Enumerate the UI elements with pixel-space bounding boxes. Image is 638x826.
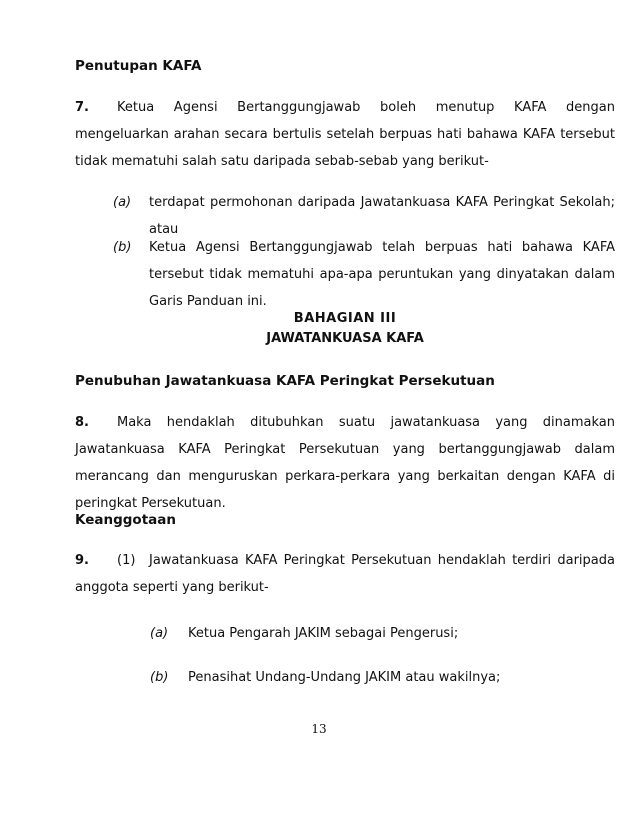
part-subtitle: JAWATANKUASA KAFA xyxy=(266,331,424,346)
page-number: 13 xyxy=(311,722,327,736)
paragraph-text: Maka hendaklah ditubuhkan suatu jawatankuasa yang dinamakan Jawatankuasa KAFA Peringkat Persekutuan yang bertanggungjawab dalam merancang dan menguruskan perkara-perkara yang berkaitan dengan KAFA di peringkat Persekutuan. xyxy=(75,415,615,511)
item-label: (a) xyxy=(113,195,132,210)
list-item-b xyxy=(113,234,615,315)
section-heading-closing: Penutupan KAFA xyxy=(75,58,202,74)
section-heading-membership: Keanggotaan xyxy=(75,512,176,528)
paragraph-8 xyxy=(75,409,615,517)
subsection-number: (1) xyxy=(117,553,136,568)
paragraph-7 xyxy=(75,94,615,175)
paragraph-text: Ketua Agensi Bertanggungjawab boleh menutup KAFA dengan mengeluarkan arahan secara bertulis setelah berpuas hati bahawa KAFA tersebut tidak mematuhi salah satu daripada sebab-sebab yang berikut- xyxy=(75,100,615,169)
item-text: Ketua Agensi Bertanggungjawab telah berpuas hati bahawa KAFA tersebut tidak mematuhi apa-apa peruntukan yang dinyatakan dalam Garis Panduan ini. xyxy=(149,240,615,309)
member-item-a xyxy=(150,620,615,647)
paragraph-number: 7. xyxy=(75,100,89,115)
part-title: BAHAGIAN III xyxy=(293,311,397,326)
member-item-b xyxy=(150,664,615,691)
item-text: Ketua Pengarah JAKIM sebagai Pengerusi; xyxy=(188,626,459,641)
item-label: (b) xyxy=(113,240,132,255)
section-heading-formation: Penubuhan Jawatankuasa KAFA Peringkat Persekutuan xyxy=(75,373,495,389)
paragraph-text: Jawatankuasa KAFA Peringkat Persekutuan hendaklah terdiri daripada anggota seperti yang berikut- xyxy=(75,553,615,595)
paragraph-number: 8. xyxy=(75,415,89,430)
paragraph-9 xyxy=(75,547,615,601)
item-text: terdapat permohonan daripada Jawatankuasa KAFA Peringkat Sekolah; atau xyxy=(149,195,615,237)
item-label: (b) xyxy=(150,670,169,685)
paragraph-number: 9. xyxy=(75,553,89,568)
item-label: (a) xyxy=(150,626,169,641)
item-text: Penasihat Undang-Undang JAKIM atau wakilnya; xyxy=(188,670,501,685)
